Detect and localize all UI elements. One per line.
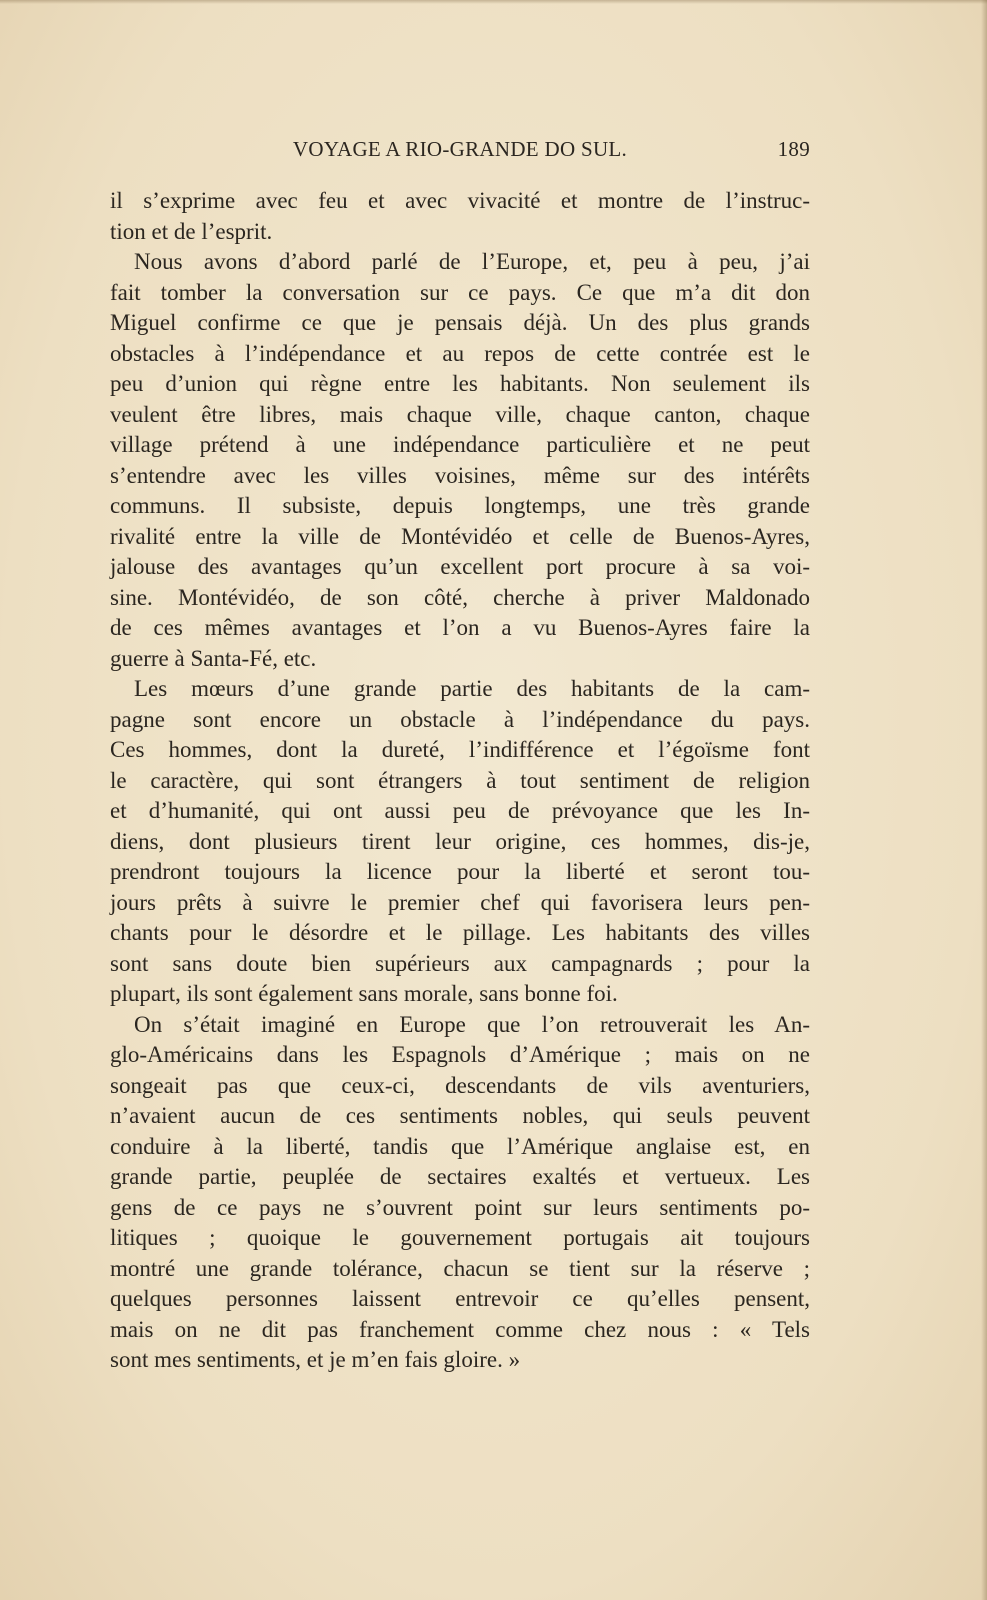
text-line: veulent être libres, mais chaque ville, chaque canton, chaque bbox=[110, 401, 810, 427]
text-line: sont mes sentiments, et je m’en fais gloire. » bbox=[110, 1347, 521, 1372]
text-line: s’entendre avec les villes voisines, même sur des intérêts bbox=[110, 462, 810, 488]
text-line: il s’exprime avec feu et avec vivacité et montre de l’instruc- bbox=[110, 188, 810, 213]
text-line: gens de ce pays ne s’ouvrent point sur leurs sentiments po- bbox=[110, 1194, 810, 1220]
page-right-edge bbox=[981, 0, 987, 1600]
text-line: peu d’union qui règne entre les habitants. Non seulement ils bbox=[110, 371, 810, 396]
running-title: VOYAGE A RIO-GRANDE DO SUL. bbox=[292, 137, 628, 161]
text-line: plupart, ils sont également sans morale, sans bonne foi. bbox=[110, 981, 618, 1006]
text-line: montré une grande tolérance, chacun se tient sur la réserve ; bbox=[110, 1255, 810, 1281]
text-line: chants pour le désordre et le pillage. Les habitants des villes bbox=[110, 920, 810, 945]
text-line: On s’était imaginé en Europe que l’on retrouverait les An- bbox=[134, 1011, 810, 1037]
text-line: glo-Américains dans les Espagnols d’Amérique ; mais on ne bbox=[110, 1042, 810, 1067]
body-text bbox=[110, 186, 810, 1376]
text-line: Miguel confirme ce que je pensais déjà. Un des plus grands bbox=[110, 310, 810, 335]
text-line: prendront toujours la licence pour la liberté et seront tou- bbox=[110, 859, 810, 884]
text-line: de ces mêmes avantages et l’on a vu Buenos-Ayres faire la bbox=[110, 615, 810, 640]
text-line: mais on ne dit pas franchement comme chez nous : « Tels bbox=[110, 1316, 810, 1342]
text-line: pagne sont encore un obstacle à l’indépendance du pays. bbox=[110, 706, 810, 732]
text-line: guerre à Santa-Fé, etc. bbox=[110, 645, 317, 671]
text-line: fait tomber la conversation sur ce pays. Ce que m’a dit don bbox=[110, 279, 810, 305]
text-line: conduire à la liberté, tandis que l’Amérique anglaise est, en bbox=[110, 1133, 810, 1159]
page-header bbox=[110, 137, 810, 165]
text-line: jours prêts à suivre le premier chef qui favorisera leurs pen- bbox=[110, 889, 810, 915]
text-line: jalouse des avantages qu’un excellent port procure à sa voi- bbox=[110, 554, 810, 579]
text-line: Nous avons d’abord parlé de l’Europe, et, peu à peu, j’ai bbox=[134, 249, 810, 274]
text-line: sont sans doute bien supérieurs aux campagnards ; pour la bbox=[110, 950, 810, 976]
text-line: sine. Montévidéo, de son côté, cherche à priver Maldonado bbox=[110, 584, 810, 610]
text-line: rivalité entre la ville de Montévidéo et celle de Buenos-Ayres, bbox=[110, 523, 810, 549]
text-line: songeait pas que ceux-ci, descendants de vils aventuriers, bbox=[110, 1072, 810, 1098]
text-line: le caractère, qui sont étrangers à tout sentiment de religion bbox=[110, 767, 810, 793]
text-line: et d’humanité, qui ont aussi peu de prévoyance que les In- bbox=[110, 798, 810, 823]
text-line: litiques ; quoique le gouvernement portugais ait toujours bbox=[110, 1225, 810, 1250]
text-line: diens, dont plusieurs tirent leur origine, ces hommes, dis-je, bbox=[110, 828, 810, 854]
text-line: quelques personnes laissent entrevoir ce qu’elles pensent, bbox=[110, 1286, 810, 1311]
text-line: tion et de l’esprit. bbox=[110, 218, 273, 244]
page-top-edge bbox=[0, 0, 987, 4]
text-line: Ces hommes, dont la dureté, l’indifférence et l’égoïsme font bbox=[110, 737, 810, 762]
page-number: 189 bbox=[777, 137, 810, 161]
text-line: grande partie, peuplée de sectaires exaltés et vertueux. Les bbox=[110, 1164, 810, 1189]
text-line: Les mœurs d’une grande partie des habitants de la cam- bbox=[134, 676, 810, 701]
text-line: n’avaient aucun de ces sentiments nobles, qui seuls peuvent bbox=[110, 1103, 810, 1128]
text-line: village prétend à une indépendance particulière et ne peut bbox=[110, 432, 810, 457]
text-line: communs. Il subsiste, depuis longtemps, une très grande bbox=[110, 493, 810, 518]
text-line: obstacles à l’indépendance et au repos de cette contrée est le bbox=[110, 340, 810, 366]
